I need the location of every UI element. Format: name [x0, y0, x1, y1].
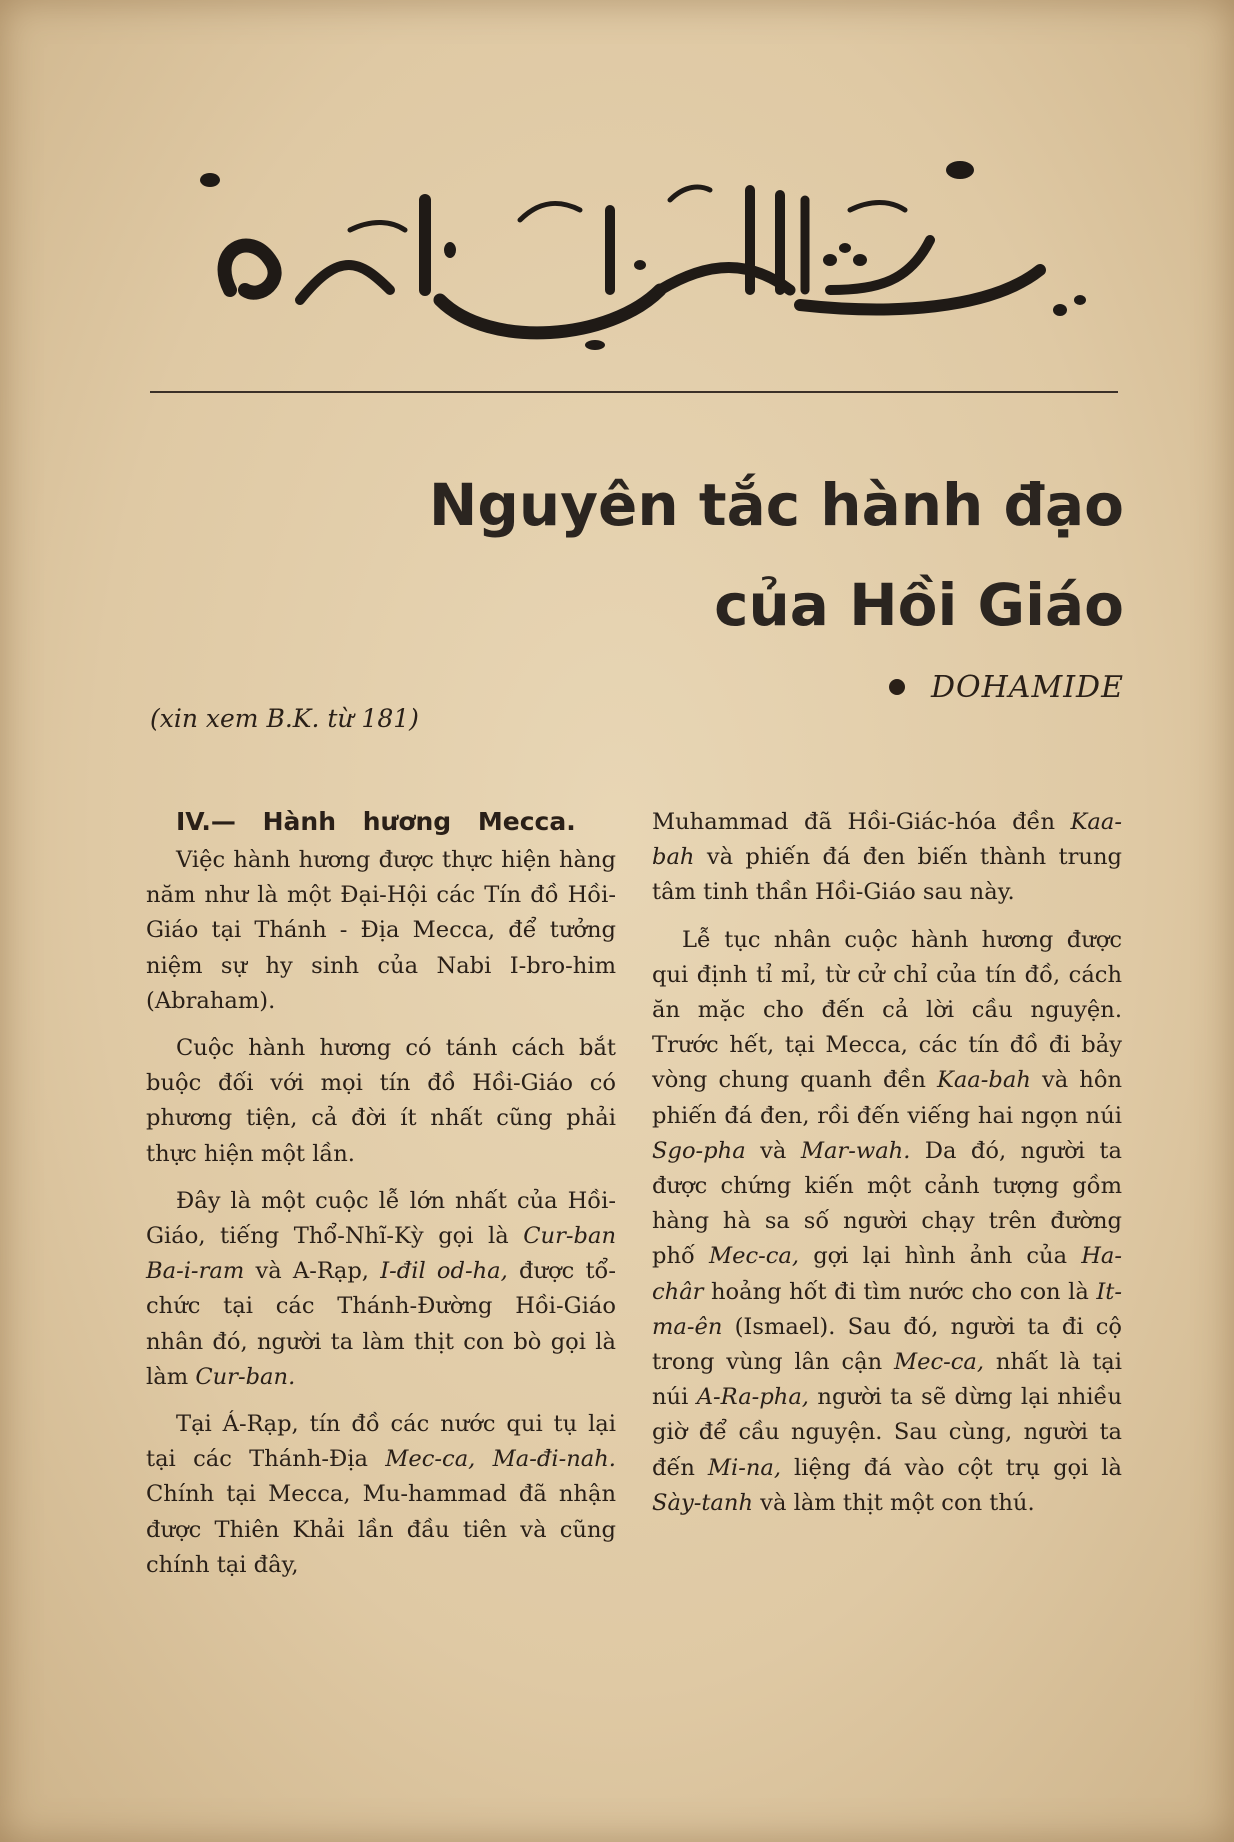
article-title-line-2: của Hồi Giáo [714, 571, 1124, 639]
bismillah-calligraphy-icon [190, 140, 1090, 370]
text-run: Muhammad đã Hồi-Giác-hóa đền [652, 809, 1071, 835]
text-run: nhất là tại núi [652, 1349, 1122, 1411]
text-run: hoảng hốt đi tìm nước cho con là [703, 1278, 1097, 1305]
article-title-line-1: Nguyên tắc hành đạo [428, 471, 1124, 539]
paragraph-5 [652, 805, 1122, 911]
section-heading: IV.— Hành hương Mecca. [176, 807, 576, 836]
italic-term: Mi-na, [707, 1454, 782, 1481]
text-column-right [652, 805, 1122, 1533]
text-run: người ta sẽ dừng lại nhiều giờ để cầu nguyện. Sau cùng, người ta đến [652, 1384, 1123, 1481]
text-run: Chính tại Mecca, Mu-hammad đã nhận được Thiên Khải lần đầu tiên và cũng chính tại đây, [146, 1481, 616, 1578]
title-divider [150, 391, 1118, 393]
paragraph-1: Việc hành hương được thực hiện hàng năm như là một Đại-Hội các Tín đồ Hồi-Giáo tại Thánh - Địa Mecca, để tưởng niệm sự hy sinh của Nabi I-bro-him (Abraham). [146, 847, 616, 1014]
text-run: được tổ-chức tại các Thánh-Đường Hồi-Giáo nhân đó, người ta làm thịt con bò gọi là làm [146, 1258, 617, 1390]
article-title [224, 455, 1124, 655]
italic-term: Kaa-bah [652, 809, 1122, 871]
paragraph-3 [146, 1184, 616, 1395]
paragraph-6 [652, 923, 1122, 1521]
italic-term: Ha-châr [652, 1243, 1122, 1305]
text-column-left [146, 805, 616, 1595]
italic-term: It-ma-ên [652, 1278, 1122, 1340]
text-run: Lễ tục nhân cuộc hành hương được qui định tỉ mỉ, từ cử chỉ của tín đồ, cách ăn mặc cho đến cả lời cầu nguyện. Trước hết, tại Mecca, các tín đồ đi bảy vòng chung quanh đền [652, 926, 1122, 1094]
author-byline [889, 670, 1124, 705]
text-run: (Ismael). Sau đó, người ta đi cộ trong vùng lân cận [652, 1313, 1122, 1376]
italic-term: Mec-ca, [893, 1349, 985, 1376]
italic-term: Cur-ban. [195, 1363, 296, 1390]
previous-issue-reference: (xin xem B.K. từ 181) [150, 704, 419, 733]
text-run: Đây là một cuộc lễ lớn nhất của Hồi-Giáo, tiếng Thổ-Nhĩ-Kỳ gọi là [146, 1187, 616, 1250]
italic-term: I-đil od-ha, [380, 1258, 508, 1285]
italic-term: Mec-ca, Ma-đi-nah. [385, 1446, 616, 1473]
italic-term: Cur-ban Ba-i-ram [146, 1223, 616, 1285]
italic-term: Sày-tanh [652, 1489, 753, 1516]
author-name: DOHAMIDE [931, 670, 1124, 705]
bullet-icon [889, 679, 905, 695]
italic-term: Mar-wah. [800, 1137, 911, 1164]
text-run: gợi lại hình ảnh của [799, 1243, 1082, 1270]
text-run: Da đó, người ta được chứng kiến một cảnh tượng gồm hàng hà sa số người chạy trên đường phố [652, 1137, 1122, 1270]
text-run: và phiến đá đen biến thành trung tâm tinh thần Hồi-Giáo sau này. [652, 844, 1122, 906]
text-run: và A-Rạp, [244, 1258, 381, 1285]
text-run: và làm thịt một con thú. [753, 1489, 1035, 1516]
text-run: Tại Á-Rạp, tín đồ các nước qui tụ lại tại các Thánh-Địa [146, 1411, 616, 1473]
italic-term: Sgo-pha [652, 1137, 746, 1164]
italic-term: Kaa-bah [936, 1067, 1031, 1094]
text-run: và [745, 1137, 801, 1164]
paragraph-4 [146, 1407, 616, 1583]
text-run: và hôn phiến đá đen, rồi đến viếng hai ngọn núi [652, 1067, 1122, 1129]
italic-term: Mec-ca, [708, 1243, 800, 1270]
italic-term: A-Ra-pha, [696, 1384, 809, 1411]
paragraph-2: Cuộc hành hương có tánh cách bắt buộc đối với mọi tín đồ Hồi-Giáo có phương tiện, cả đời ít nhất cũng phải thực hiện một lần. [146, 1035, 616, 1167]
text-run: liệng đá vào cột trụ gọi là [781, 1454, 1122, 1481]
